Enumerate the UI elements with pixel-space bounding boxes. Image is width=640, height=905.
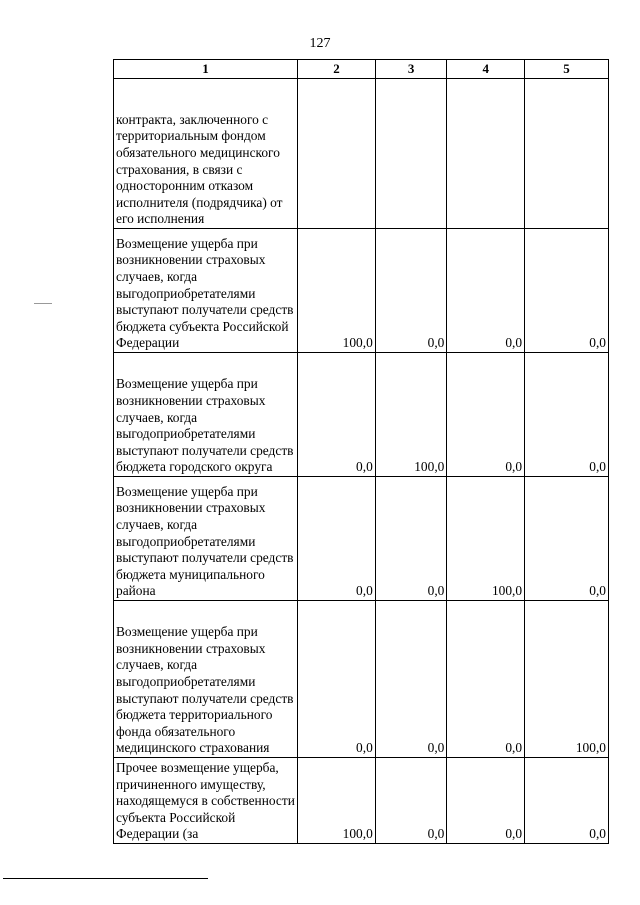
column-header-2: 2	[298, 60, 376, 79]
value-cell: 100,0	[298, 229, 376, 353]
column-header-4: 4	[447, 60, 525, 79]
value-cell: 0,0	[447, 601, 525, 758]
value-cell: 0,0	[525, 353, 609, 477]
value-cell	[375, 79, 447, 229]
table-row	[114, 758, 609, 844]
row-description: Прочее возмещение ущерба, причиненного имуществу, находящемуся в собственности субъекта Российской Федерации (за	[114, 758, 298, 844]
column-header-3: 3	[375, 60, 447, 79]
row-description: Возмещение ущерба при возникновении страховых случаев, когда выгодоприобретателями выступают получатели средств бюджета муниципального района	[114, 477, 298, 601]
table-row	[114, 477, 609, 601]
column-header-1: 1	[114, 60, 298, 79]
value-cell: 0,0	[447, 758, 525, 844]
table-row	[114, 601, 609, 758]
value-cell	[525, 79, 609, 229]
value-cell: 0,0	[525, 229, 609, 353]
value-cell	[447, 79, 525, 229]
value-cell: 0,0	[447, 229, 525, 353]
value-cell: 100,0	[525, 601, 609, 758]
value-cell: 0,0	[525, 477, 609, 601]
row-description: Возмещение ущерба при возникновении страховых случаев, когда выгодоприобретателями выступают получатели средств бюджета городского округа	[114, 353, 298, 477]
page-number: 127	[309, 36, 331, 51]
data-table	[113, 59, 609, 844]
header-row	[114, 60, 609, 79]
margin-mark	[34, 303, 52, 304]
value-cell: 0,0	[298, 353, 376, 477]
value-cell: 0,0	[375, 601, 447, 758]
footnote-divider	[3, 878, 208, 879]
value-cell: 0,0	[298, 601, 376, 758]
row-description: контракта, заключенного с территориальным фондом обязательного медицинского страхования, в связи с односторонним отказом исполнителя (подрядчика) от его исполнения	[114, 79, 298, 229]
value-cell: 0,0	[375, 229, 447, 353]
value-cell: 100,0	[375, 353, 447, 477]
table-row	[114, 353, 609, 477]
value-cell: 0,0	[525, 758, 609, 844]
value-cell: 0,0	[375, 477, 447, 601]
value-cell: 100,0	[447, 477, 525, 601]
table-row	[114, 79, 609, 229]
value-cell: 0,0	[375, 758, 447, 844]
value-cell	[298, 79, 376, 229]
table-row	[114, 229, 609, 353]
value-cell: 0,0	[447, 353, 525, 477]
row-description: Возмещение ущерба при возникновении страховых случаев, когда выгодоприобретателями выступают получатели средств бюджета субъекта Российской Федерации	[114, 229, 298, 353]
value-cell: 0,0	[298, 477, 376, 601]
value-cell: 100,0	[298, 758, 376, 844]
column-header-5: 5	[525, 60, 609, 79]
row-description: Возмещение ущерба при возникновении страховых случаев, когда выгодоприобретателями выступают получатели средств бюджета территориального фонда обязательного медицинского страхования	[114, 601, 298, 758]
